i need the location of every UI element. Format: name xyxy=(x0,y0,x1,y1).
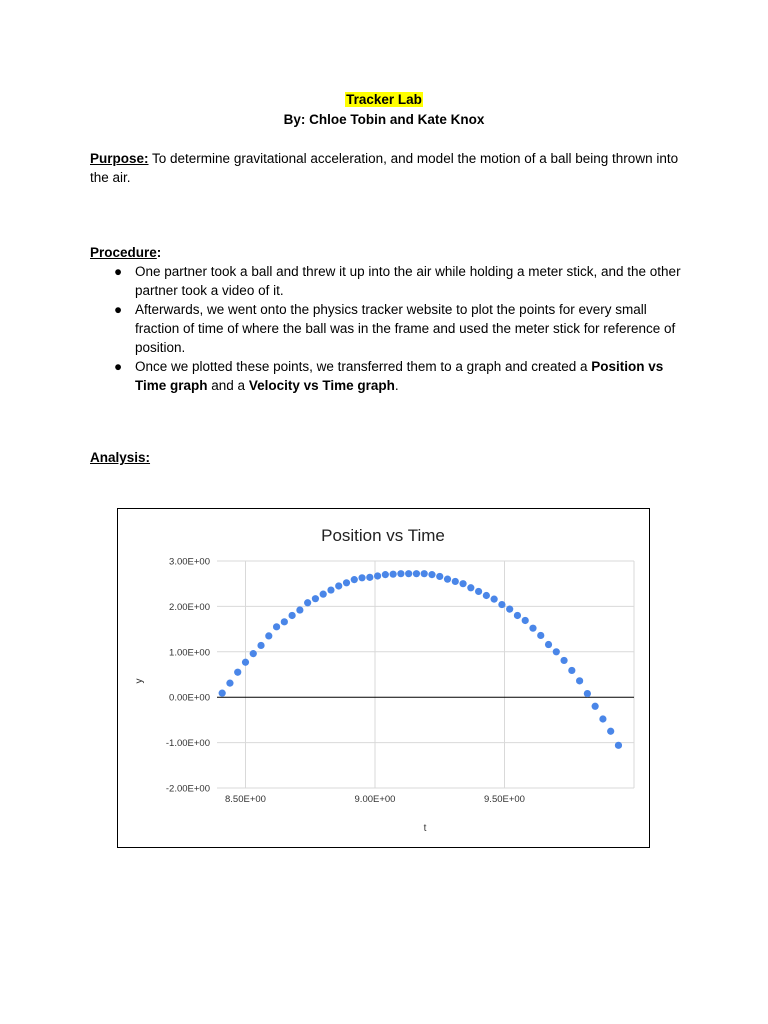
data-point xyxy=(475,588,482,595)
list-item: ● One partner took a ball and threw it up into the air while holding a meter stick, and the other partner took a video of it. xyxy=(114,264,681,298)
data-point xyxy=(459,580,466,587)
data-point xyxy=(421,570,428,577)
x-axis-label: t xyxy=(423,823,427,834)
procedure-section xyxy=(90,243,690,395)
procedure-step-text: One partner took a ball and threw it up into the air while holding a meter stick, and the other partner took a video of it. xyxy=(135,264,681,298)
position-time-chart xyxy=(117,508,650,848)
procedure-colon: : xyxy=(156,245,162,260)
data-point xyxy=(576,677,583,684)
data-point xyxy=(498,601,505,608)
chart-title: Position vs Time xyxy=(321,526,445,545)
procedure-heading-line xyxy=(90,243,690,262)
list-item: ● Once we plotted these points, we transferred them to a graph and created a Position vs Time graph and a Velocity vs Time graph. xyxy=(114,359,664,393)
data-point xyxy=(584,690,591,697)
procedure-step-text: Once we plotted these points, we transferred them to a graph and created a xyxy=(135,359,592,374)
data-point xyxy=(553,648,560,655)
grid-lines xyxy=(217,561,634,788)
data-point xyxy=(560,657,567,664)
procedure-step-text: Afterwards, we went onto the physics tracker website to plot the points for every small fraction of time of where the ball was in the frame and used the meter stick for reference of position. xyxy=(135,302,676,355)
data-point xyxy=(436,573,443,580)
y-tick-label: 0.00E+00 xyxy=(169,692,210,704)
x-tick-label: 9.50E+00 xyxy=(484,794,525,805)
tick-labels xyxy=(166,557,525,806)
purpose-heading: Purpose: xyxy=(90,151,149,166)
y-tick-label: -1.00E+00 xyxy=(165,738,210,750)
data-point xyxy=(483,592,490,599)
chart-svg xyxy=(118,509,649,847)
data-point xyxy=(226,680,233,687)
data-point xyxy=(506,606,513,613)
data-point xyxy=(537,632,544,639)
procedure-heading: Procedure xyxy=(90,245,157,260)
data-point xyxy=(592,703,599,710)
data-point xyxy=(545,641,552,648)
data-point xyxy=(529,625,536,632)
data-point xyxy=(312,595,319,602)
data-point xyxy=(615,742,622,749)
data-points xyxy=(219,570,622,749)
data-point xyxy=(289,612,296,619)
x-tick-label: 9.00E+00 xyxy=(354,794,396,805)
data-point xyxy=(234,669,241,676)
data-point xyxy=(320,591,327,598)
data-point xyxy=(304,599,311,606)
data-point xyxy=(242,659,249,666)
bold-phrase: Velocity vs Time graph xyxy=(248,378,395,393)
data-point xyxy=(281,618,288,625)
data-point xyxy=(607,728,614,735)
data-point xyxy=(273,623,280,630)
data-point xyxy=(335,582,342,589)
purpose-paragraph xyxy=(90,149,690,187)
data-point xyxy=(219,690,226,697)
data-point xyxy=(265,632,272,639)
data-point xyxy=(452,578,459,585)
document-byline: By: Chloe Tobin and Kate Knox xyxy=(283,112,485,127)
data-point xyxy=(514,612,521,619)
y-tick-label: 3.00E+00 xyxy=(169,556,210,568)
data-point xyxy=(358,574,365,581)
data-point xyxy=(327,586,334,593)
data-point xyxy=(413,570,420,577)
data-point xyxy=(428,571,435,578)
y-tick-label: 1.00E+00 xyxy=(169,647,210,659)
y-axis-label: y xyxy=(134,678,145,684)
procedure-step-text: . xyxy=(394,378,399,393)
analysis-heading: Analysis: xyxy=(90,450,151,465)
data-point xyxy=(250,650,257,657)
data-point xyxy=(405,570,412,577)
data-point xyxy=(382,571,389,578)
procedure-step-text: and a xyxy=(207,378,249,393)
data-point xyxy=(491,596,498,603)
data-point xyxy=(374,572,381,579)
document-title: Tracker Lab xyxy=(346,92,422,107)
data-point xyxy=(522,617,529,624)
list-item: ● Afterwards, we went onto the physics tracker website to plot the points for every small fraction of time of where the ball was in the frame and used the meter stick for reference of position. xyxy=(114,302,676,355)
data-point xyxy=(257,642,264,649)
data-point xyxy=(343,579,350,586)
data-point xyxy=(390,571,397,578)
bold-phrase: Position vs Time graph xyxy=(135,359,664,393)
procedure-list xyxy=(90,262,690,395)
data-point xyxy=(296,606,303,613)
data-point xyxy=(397,570,404,577)
y-tick-label: -2.00E+00 xyxy=(165,783,210,795)
purpose-text: To determine gravitational acceleration, and model the motion of a ball being thrown into the air. xyxy=(90,151,679,185)
data-point xyxy=(568,667,575,674)
y-tick-label: 2.00E+00 xyxy=(169,601,210,613)
data-point xyxy=(599,715,606,722)
data-point xyxy=(366,574,373,581)
data-point xyxy=(444,576,451,583)
x-tick-label: 8.50E+00 xyxy=(225,794,266,805)
data-point xyxy=(467,584,474,591)
data-point xyxy=(351,576,358,583)
